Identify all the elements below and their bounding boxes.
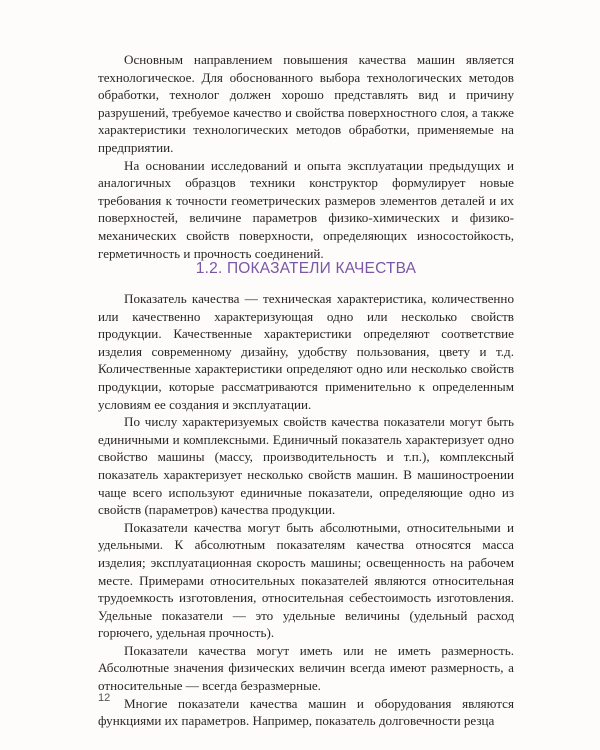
paragraph: Многие показатели качества машин и оборудования являются функциями их параметров. Например, показатель долговечности резца — [98, 695, 514, 729]
paragraph: Показатели качества могут иметь или не иметь размерность. Абсолютные значения физических величин всегда имеют размерность, а относительные — всегда безразмерные. — [98, 642, 514, 694]
paragraph: Основным направлением повышения качества машин является технологическое. Для обоснованного выбора технологических методов обработки, технолог должен хорошо представлять вид и причину разрушений, требуемое качество и свойства поверхностного слоя, а также характеристики технологических методов обработки, применяемые на предприятии. — [98, 52, 514, 155]
paragraph: Показатель качества — техническая характеристика, количественно или качественно характеризующая одно или несколько свойств продукции. Качественные характеристики определяют соответствие изделия современному дизайну, удобству пользования, цвету и т.д. Количественные характеристики определяют одно или несколько свойств продукции, которые рассматриваются применительно к определенным условиям ее создания и эксплуатации. — [98, 291, 514, 412]
section-text — [98, 290, 514, 730]
page-number: 12 — [98, 692, 111, 704]
paragraph: На основании исследований и опыта эксплуатации предыдущих и аналогичных образцов техники конструктор формулирует новые требования к точности геометрических размеров элементов деталей и их поверхностей, величине параметров физико-химических и физико-механических свойств поверхности, определяющих износостойкость, герметичность и прочность соединений. — [98, 157, 514, 261]
section-heading: 1.2. ПОКАЗАТЕЛИ КАЧЕСТВА — [195, 260, 417, 277]
intro-text — [98, 51, 514, 262]
paragraph: Показатели качества могут быть абсолютными, относительными и удельными. К абсолютным показателям качества относятся масса изделия; эксплуатационная скорость машины; освещенность на рабочем месте. Примерами относительных показателей являются относительная трудоемкость изготовления, относительная себестоимость изготовления. Удельные показатели — это удельные величины (удельный расход горючего, удельная прочность). — [98, 519, 514, 641]
paragraph: По числу характеризуемых свойств качества показатели могут быть единичными и комплексными. Единичный показатель характеризует одно свойство машины (массу, производительность и т.п.), комплексный показатель характеризует несколько свойств машин. В машиностроении чаще всего используют единичные показатели, определяющие одно из свойств (параметров) качества продукции. — [98, 414, 514, 518]
